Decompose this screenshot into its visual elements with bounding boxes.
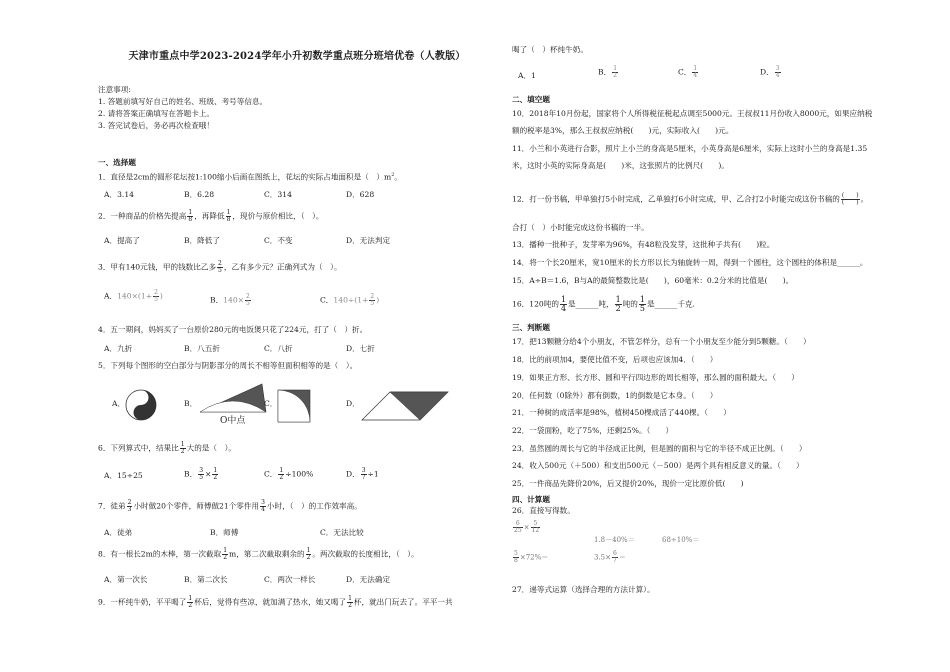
question-text: 杯，就出门玩去了。平平一共 — [353, 597, 453, 607]
question-6 — [98, 442, 236, 455]
option-b: B．师傅 — [210, 528, 239, 537]
question-text: 12．打一份书稿，甲单独打5小时完成，乙单独打6小时完成，甲、乙合打2小时能完成这份书稿的 — [512, 194, 840, 204]
question-9 — [98, 596, 453, 609]
judge-item: 17．把13颗糖分给4个小朋友，不管怎样分，总有一个小朋友至少能分到5颗糖。（ ） — [512, 337, 811, 346]
denominator: ( ) — [841, 199, 859, 206]
question-4: 4．五一期间，妈妈买了一台原价280元的电饭煲只花了224元，打了（ ）折。 — [98, 325, 368, 334]
question-text: 杯后，觉得有些凉，就加满了热水，她又喝了 — [194, 597, 347, 607]
option-letter: B． — [210, 295, 224, 305]
fraction — [212, 468, 218, 481]
option-b — [210, 294, 252, 307]
option-d — [760, 66, 782, 79]
superscript: 2 — [391, 172, 395, 178]
denominator: 2 — [615, 304, 621, 313]
figure-b-triangle — [198, 382, 270, 426]
figure-c-square-arc — [276, 388, 312, 424]
question-text: 7．徒弟 — [98, 501, 126, 511]
calc-expression — [512, 551, 548, 564]
judge-item: 22．一袋面粉，吃了75%，还剩25%。（ ） — [512, 426, 674, 435]
option-d: D．无法确定 — [346, 575, 391, 584]
option-b — [598, 66, 619, 79]
numerator: 6 — [513, 521, 523, 528]
section-heading-fill: 二、填空题 — [512, 95, 550, 104]
fraction-blank — [841, 193, 860, 206]
option-a: A．1 — [518, 71, 536, 80]
numerator: 1 — [226, 209, 231, 216]
option-letter: B． — [184, 469, 198, 479]
numerator: 1 — [213, 467, 218, 474]
denominator: 8 — [514, 557, 518, 564]
judge-item: 21．一种树的成活率是98%，植树450棵成活了440棵。（ ） — [512, 408, 731, 417]
fraction — [278, 468, 284, 481]
question-12-line-1 — [512, 193, 868, 206]
denominator: 5 — [199, 474, 204, 481]
numerator: 3 — [361, 467, 366, 474]
option-a: A． — [112, 399, 126, 408]
denominator: 5 — [246, 300, 250, 307]
numerator: 3 — [261, 499, 265, 506]
note-item: 3. 答完试卷后，务必再次检查哦！ — [98, 121, 214, 130]
denominator: 7 — [361, 474, 366, 481]
denominator: 8 — [188, 216, 193, 223]
denominator: 4 — [775, 72, 780, 79]
fraction — [187, 210, 193, 223]
fraction — [612, 551, 618, 564]
question-text: 。 — [394, 172, 402, 182]
calc-expression: 68÷10%＝ — [662, 536, 700, 544]
fraction — [369, 294, 375, 307]
question-16 — [512, 296, 695, 313]
fraction — [180, 442, 186, 455]
figure-b-label: O中点 — [220, 416, 246, 426]
fraction — [775, 66, 781, 79]
exam-title: 天津市重点中学2023-2024学年小升初数学重点班分班培优卷（人教版） — [128, 51, 466, 62]
notes-heading: 注意事项: — [98, 85, 131, 94]
option-b: B．降低了 — [184, 236, 220, 245]
fraction — [217, 261, 223, 274]
note-item: 1. 答题前填写好自己的姓名、班级、考号等信息。 — [98, 97, 268, 106]
figure-d-parallelogram — [360, 390, 450, 422]
option-letter: D． — [760, 67, 774, 77]
expression: ÷1 — [367, 469, 379, 479]
denominator: 5 — [370, 300, 375, 307]
question-9-continued: 喝了（ ）杯纯牛奶。 — [512, 45, 588, 54]
fraction — [560, 296, 567, 313]
fraction — [513, 551, 519, 564]
numerator: 2 — [370, 293, 375, 300]
question-text: 3．甲有140元钱，甲的钱数比乙多 — [98, 262, 217, 272]
section-heading-judge: 三、判断题 — [512, 323, 550, 332]
figure-a-yin-yang — [124, 388, 158, 422]
judge-item: 18．比的前项加4，要使比值不变，后项也应该加4．（ ） — [512, 355, 718, 364]
section-heading-calc: 四、计算题 — [512, 495, 550, 504]
numerator: 1 — [188, 209, 193, 216]
option-b: B． — [184, 399, 198, 408]
question-11-line-2: 米，这时小英的实际身高是( )米，这张照片的比例尺( )。 — [512, 161, 729, 170]
expression: × — [523, 523, 530, 532]
question-text: 是______千克. — [646, 299, 695, 309]
question-text: 9．一杯纯牛奶，平平喝了 — [98, 597, 187, 607]
question-11-line-1: 11．小兰和小英进行合影，照片上小兰的身高是5厘米，小英身高是6厘米，实际上这时小兰的身高是1.35 — [512, 144, 868, 153]
question-text: 吨的 — [622, 299, 638, 309]
question-text: ，再降低 — [194, 211, 225, 221]
numerator: 5 — [514, 550, 518, 557]
option-letter: C． — [320, 295, 334, 305]
fraction — [153, 290, 159, 303]
option-letter: C． — [264, 469, 278, 479]
option-letter: C． — [678, 67, 692, 77]
question-text: 是______吨， — [568, 299, 614, 309]
fraction — [639, 296, 646, 313]
expression: 3.5× — [594, 553, 611, 562]
judge-item: 24．收入500元（＋500）和支出500元（－500）是两个具有相反意义的量。（ ） — [512, 461, 804, 470]
denominator: 3 — [127, 506, 132, 513]
question-5: 5．下列每个图形的空白部分与阴影部分的周长不相等但面积相等的是（ ）。 — [98, 361, 358, 370]
fraction — [692, 66, 698, 79]
fraction — [198, 468, 204, 481]
denominator: 8 — [226, 216, 231, 223]
expression: 140× — [223, 295, 245, 305]
fraction — [222, 548, 228, 561]
question-text: 大的是（ ）。 — [186, 443, 236, 453]
question-8 — [98, 548, 419, 561]
expression: 140÷(1+ — [333, 295, 369, 305]
denominator: 2 — [223, 554, 228, 561]
judge-item: 25．一件商品先降价20%，后又提价20%，现价一定比原价低( ) — [512, 479, 744, 488]
numerator: 2 — [246, 293, 250, 300]
fraction — [513, 521, 523, 534]
option-a — [104, 290, 163, 303]
numerator: 1 — [180, 441, 185, 448]
question-text: m，第二次截取剩余的 — [229, 549, 305, 559]
question-27: 27．递等式运算（选择合理的方法计算）。 — [512, 585, 655, 594]
option-letter: D． — [346, 469, 360, 479]
numerator: 1 — [188, 595, 193, 602]
numerator: 1 — [693, 65, 698, 72]
denominator: 12 — [531, 527, 540, 534]
question-10-line-2: 额的税率是3%，那么王叔叔应纳税( )元，实际收入( )元。 — [512, 126, 734, 135]
option-d: D．七折 — [346, 344, 375, 353]
option-c — [320, 294, 379, 307]
question-text: ，乙有多少元？正确列式为（ ）。 — [223, 262, 342, 272]
question-7 — [98, 500, 362, 513]
denominator: 2 — [213, 474, 218, 481]
expression: ) — [159, 291, 163, 301]
question-text: 16．120吨的 — [512, 299, 559, 309]
option-c: C．不变 — [264, 236, 293, 245]
question-text: 。 — [860, 194, 869, 204]
option-a: A．提高了 — [104, 236, 140, 245]
denominator: 7 — [613, 557, 617, 564]
numerator: 2 — [127, 499, 132, 506]
option-b — [184, 468, 219, 481]
option-d: D．无法判定 — [346, 236, 391, 245]
option-c: C． — [264, 399, 278, 408]
question-text: 2．一种商品的价格先提高 — [98, 211, 187, 221]
numerator: 2 — [218, 260, 222, 267]
question-text: 6．下列算式中，结果比 — [98, 443, 179, 453]
numerator: 1 — [613, 65, 618, 72]
expression: ÷100% — [285, 469, 314, 479]
option-c: C．八折 — [264, 344, 293, 353]
option-d: D． — [346, 399, 360, 408]
denominator: 5 — [218, 267, 222, 274]
fraction — [127, 500, 133, 513]
numerator: 6 — [613, 550, 617, 557]
question-1 — [98, 173, 402, 182]
question-15: 15．A÷B＝1.6，B与A的最简整数比是( )，60毫米：0.2分米的比值是( )。 — [512, 276, 794, 285]
numerator: 3 — [199, 467, 204, 474]
fraction — [347, 596, 353, 609]
denominator: 5 — [639, 304, 645, 313]
option-a: A．3.14 — [104, 190, 134, 199]
denominator: 4 — [693, 72, 698, 79]
option-c: C．两次一样长 — [264, 575, 316, 584]
option-a: A．第一次长 — [104, 575, 148, 584]
numerator: 1 — [639, 295, 645, 304]
option-b: B．第二次长 — [184, 575, 228, 584]
fraction — [260, 500, 266, 513]
option-d — [346, 468, 379, 481]
option-a: A．九折 — [104, 344, 133, 353]
expression: 140×(1+ — [117, 291, 153, 301]
fraction — [615, 296, 622, 313]
question-text: 1．直径是2cm的圆形花坛按1:100缩小后画在图纸上，花坛的实际占地面积是（ ）m — [98, 172, 392, 182]
expression: ＝ — [618, 553, 626, 562]
judge-item: 20．任何数（0除外）都有倒数，1的倒数是它本身。（ ） — [512, 391, 718, 400]
fraction — [187, 596, 193, 609]
numerator: 1 — [306, 547, 311, 554]
option-letter: A． — [104, 291, 118, 301]
option-c: C．无法比较 — [320, 528, 364, 537]
denominator: 2 — [180, 448, 185, 455]
calc-expression — [594, 551, 626, 564]
option-c — [264, 468, 313, 481]
question-13: 13．播种一批种子，发芽率为96%，有48粒没发芽，这批种子共有( )粒。 — [512, 240, 775, 249]
calc-expression: 1.8－40%＝ — [594, 536, 635, 544]
denominator: 25 — [514, 527, 522, 534]
option-c — [678, 66, 699, 79]
expression: ) — [376, 295, 380, 305]
fraction — [531, 521, 541, 534]
denominator: 5 — [154, 296, 158, 303]
question-14: 14．将一个长20厘米，宽10厘米的长方形以长为轴旋转一周，得到一个圆柱，这个圆柱的体积是______。 — [512, 258, 868, 267]
question-text: 。两次截取的长度相比，（ ）。 — [312, 549, 419, 559]
option-c: C．314 — [264, 190, 292, 199]
fraction — [245, 294, 251, 307]
numerator: ( ) — [841, 192, 859, 199]
numerator: 1 — [223, 547, 228, 554]
question-12-line-2: 合打（ ）小时能完成这份书稿的一半。 — [512, 223, 649, 232]
fraction — [612, 66, 618, 79]
note-item: 2. 请将答案正确填写在答题卡上。 — [98, 109, 214, 118]
denominator: 2 — [348, 602, 352, 609]
judge-item: 23．虽然圆的周长与它的半径成正比例，但是圆的面积与它的半径不成正比例。（ ） — [512, 444, 807, 453]
denominator: 2 — [613, 72, 618, 79]
question-2 — [98, 210, 324, 223]
section-heading-choice: 一、选择题 — [98, 158, 136, 167]
question-text: 8．有一根长2m的木棒，第一次截取 — [98, 549, 222, 559]
expression: ×72%＝ — [519, 553, 549, 562]
question-3 — [98, 261, 342, 274]
option-a: A．徒弟 — [104, 528, 133, 537]
fraction — [226, 210, 232, 223]
denominator: 2 — [306, 554, 311, 561]
calc-expression — [512, 521, 541, 534]
denominator: 2 — [279, 474, 284, 481]
option-b: B．6.28 — [184, 190, 215, 199]
option-b: B．八五折 — [184, 344, 220, 353]
question-26: 26．直接写得数。 — [512, 506, 575, 515]
fraction — [306, 548, 312, 561]
option-letter: B． — [598, 67, 612, 77]
denominator: 4 — [560, 304, 567, 313]
question-text: 小时做20个零件，师傅做21个零件用 — [133, 501, 260, 511]
question-text: ，现价与原价相比，（ ）。 — [232, 211, 324, 221]
option-a: A．15÷25 — [104, 471, 143, 480]
numerator: 3 — [775, 65, 780, 72]
fraction — [361, 468, 367, 481]
numerator: 5 — [531, 521, 541, 528]
question-10-line-1: 10．2018年10月份起，国家将个人所得税征税起点调至5000元。王叔叔11月份收入8000元，如果应纳税 — [512, 109, 873, 118]
denominator: 4 — [261, 506, 265, 513]
expression: × — [205, 469, 212, 479]
question-text: 小时，（ ）的工作效率高。 — [266, 501, 362, 511]
numerator: 1 — [279, 467, 284, 474]
numerator: 1 — [348, 595, 352, 602]
numerator: 1 — [560, 295, 567, 304]
numerator: 2 — [154, 289, 158, 296]
denominator: 2 — [188, 602, 193, 609]
numerator: 1 — [615, 295, 621, 304]
option-d: D．628 — [346, 190, 375, 199]
judge-item: 19．如果正方形、长方形、圆和平行四边形的周长相等，那么圆的面积最大。（ ） — [512, 373, 799, 382]
